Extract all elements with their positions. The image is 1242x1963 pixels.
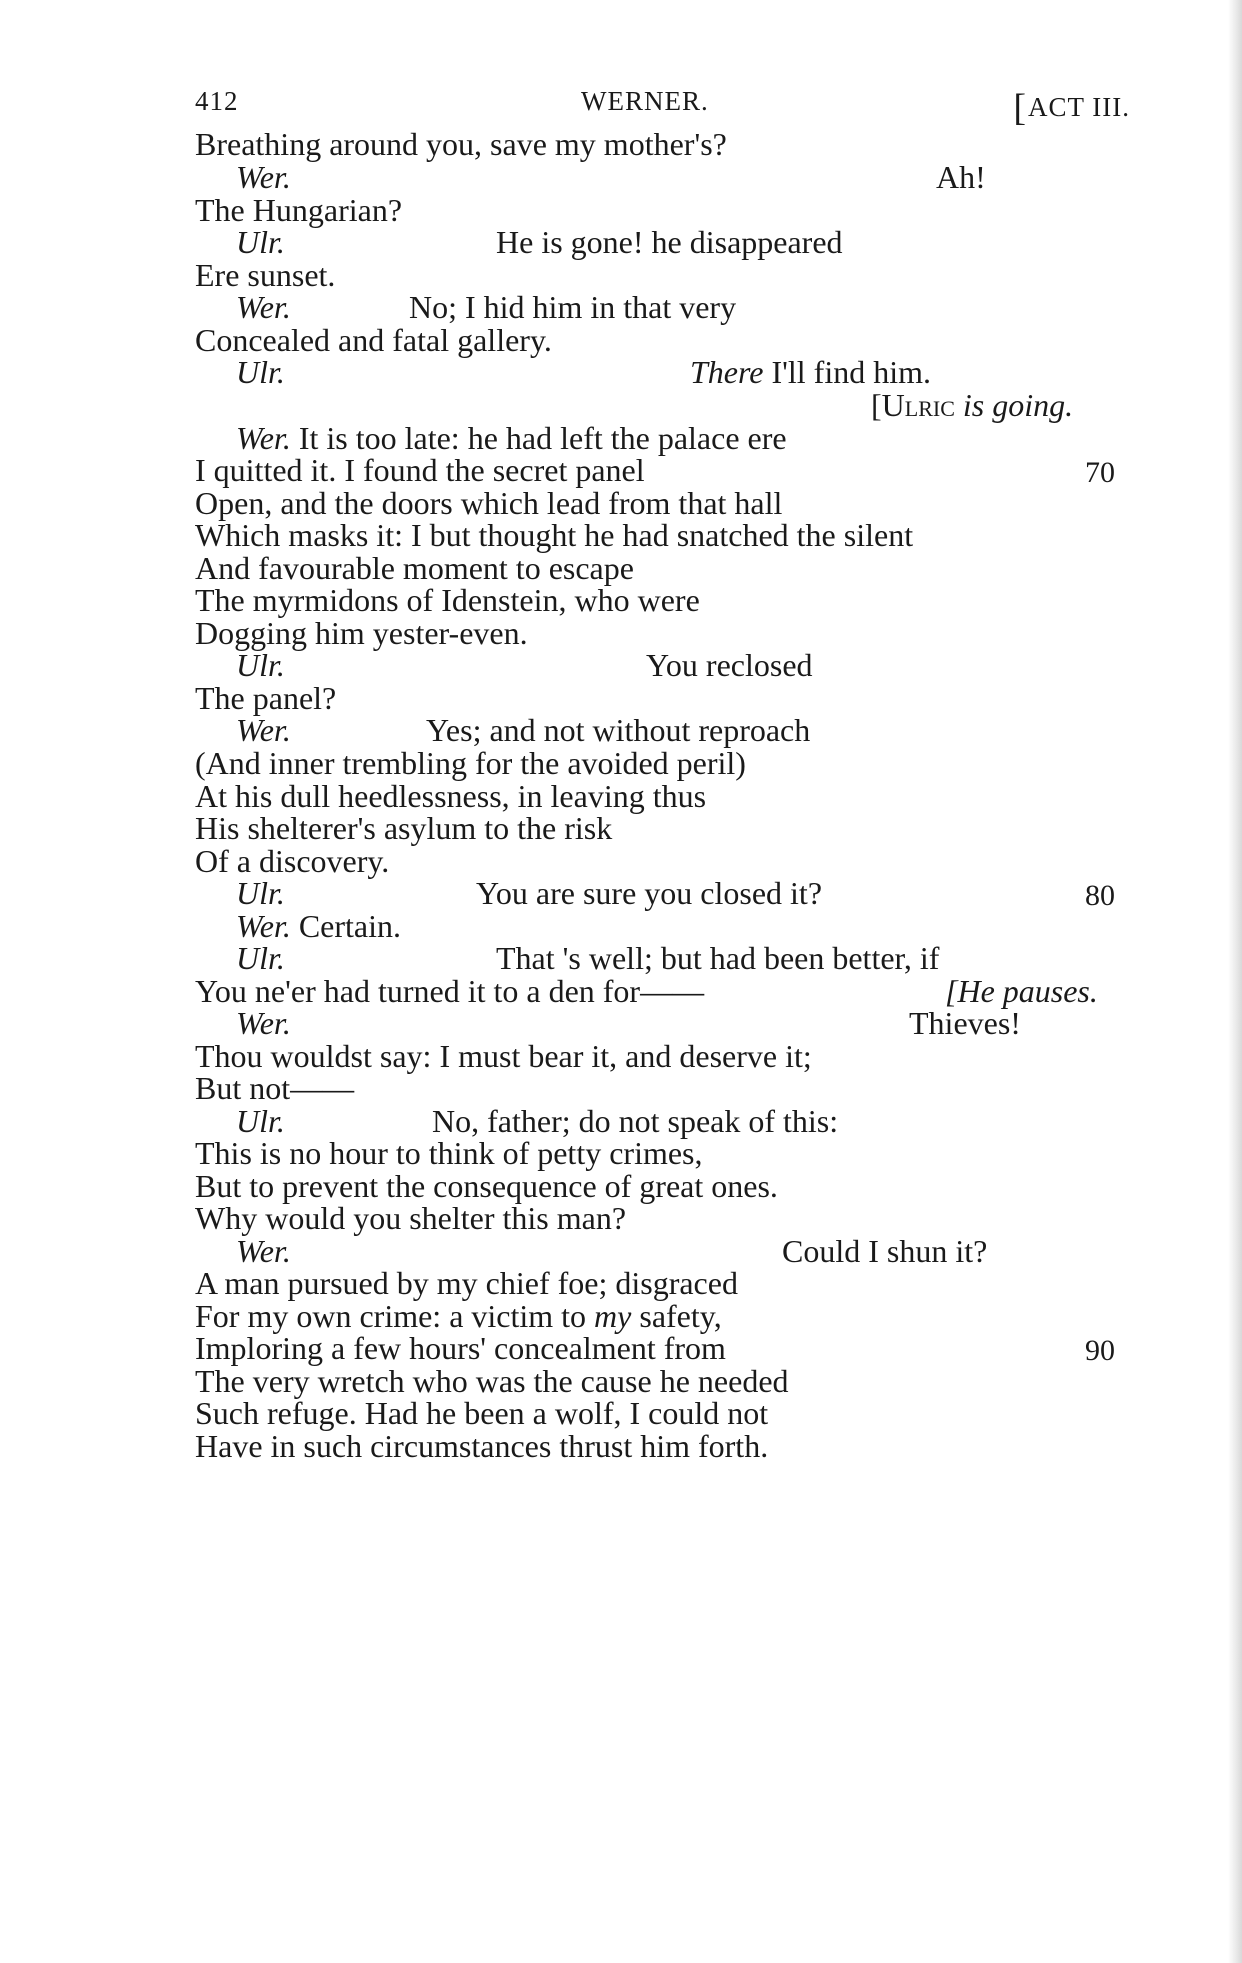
line-text: Thou wouldst say: I must bear it, and deserve it; [195, 1038, 812, 1074]
line-text: Imploring a few hours' concealment from [195, 1330, 726, 1366]
running-title: WERNER. [581, 86, 709, 116]
line-text: And favourable moment to escape [195, 550, 634, 586]
act-bracket: [ [1013, 87, 1027, 129]
line-number: 70 [1085, 456, 1115, 489]
line-text: A man pursued by my chief foe; disgraced [195, 1265, 738, 1301]
line-text-rest: safety, [631, 1298, 722, 1334]
line-text: Thieves! [909, 1005, 1021, 1041]
line-text: You reclosed [646, 647, 813, 683]
line-text: Dogging him yester-even. [195, 615, 528, 651]
line-text: At his dull heedlessness, in leaving thus [195, 778, 707, 814]
character-name: Ulric [881, 387, 955, 423]
line-number: 80 [1085, 879, 1115, 912]
line-text: (And inner trembling for the avoided peril) [195, 745, 746, 781]
stage-text: is going. [954, 387, 1074, 423]
verse-line [195, 1426, 768, 1466]
speaker-name: Wer. [236, 1233, 291, 1269]
act-label [1013, 86, 1130, 130]
speaker-name: Wer. [236, 908, 291, 944]
line-text: He is gone! he disappeared [496, 224, 843, 260]
line-text: Yes; and not without reproach [426, 712, 811, 748]
line-text: It is too late: he had left the palace ere [290, 420, 787, 456]
speaker-name: Ulr. [236, 354, 285, 390]
stage-direction: [He pauses. [945, 973, 1098, 1009]
speaker-name: Ulr. [236, 1103, 285, 1139]
line-text: The Hungarian? [195, 192, 403, 228]
line-text: For my own crime: a victim to [195, 1298, 595, 1334]
speaker-name: Ulr. [236, 647, 285, 683]
line-text: Of a discovery. [195, 843, 390, 879]
act-text: ACT III. [1028, 92, 1130, 122]
line-text: Breathing around you, save my mother's? [195, 126, 727, 162]
line-text: This is no hour to think of petty crimes, [195, 1135, 703, 1171]
line-text: I quitted it. I found the secret panel [195, 452, 645, 488]
page-edge-shadow [1228, 0, 1242, 1963]
running-header [195, 86, 1130, 129]
speaker-name: Wer. [236, 712, 291, 748]
line-text: Have in such circumstances thrust him forth. [195, 1428, 769, 1464]
speaker-name: Wer. [236, 289, 291, 325]
line-text: No, father; do not speak of this: [432, 1103, 839, 1139]
line-text: You ne'er had turned it to a den for—— [195, 973, 705, 1009]
speaker-name: Wer. [236, 1005, 291, 1041]
line-text: Certain. [290, 908, 402, 944]
speaker-name: Wer. [236, 420, 291, 456]
verse-line [236, 645, 1036, 685]
line-text: Concealed and fatal gallery. [195, 322, 552, 358]
line-text: Why would you shelter this man? [195, 1200, 627, 1236]
line-text: Ah! [936, 159, 986, 195]
line-text: That 's well; but had been better, if [496, 940, 940, 976]
emphasis: my [594, 1298, 632, 1334]
line-text: But not—— [195, 1070, 355, 1106]
speaker-name: Ulr. [236, 875, 285, 911]
line-text-rest: I'll find him. [763, 354, 931, 390]
line-text: The panel? [195, 680, 337, 716]
page-number: 412 [195, 86, 239, 116]
speaker-name: Ulr. [236, 940, 285, 976]
speaker-name: Wer. [236, 159, 291, 195]
line-text: Such refuge. Had he been a wolf, I could not [195, 1395, 769, 1431]
line-number: 90 [1085, 1334, 1115, 1367]
line-text: No; I hid him in that very [409, 289, 737, 325]
stage-direction [871, 385, 1073, 425]
emphasis: There [690, 354, 764, 390]
speaker-name: Ulr. [236, 224, 285, 260]
line-text: His shelterer's asylum to the risk [195, 810, 613, 846]
line-text: Could I shun it? [782, 1233, 988, 1269]
line-text: But to prevent the consequence of great ones. [195, 1168, 778, 1204]
line-text: Ere sunset. [195, 257, 336, 293]
stage-bracket: [ [871, 387, 882, 423]
verse-line [236, 222, 1036, 262]
line-text: Open, and the doors which lead from that hall [195, 485, 783, 521]
line-text: The myrmidons of Idenstein, who were [195, 582, 700, 618]
line-text: Which masks it: I but thought he had snatched the silent [195, 517, 914, 553]
line-text: You are sure you closed it? [476, 875, 823, 911]
line-text: The very wretch who was the cause he needed [195, 1363, 789, 1399]
